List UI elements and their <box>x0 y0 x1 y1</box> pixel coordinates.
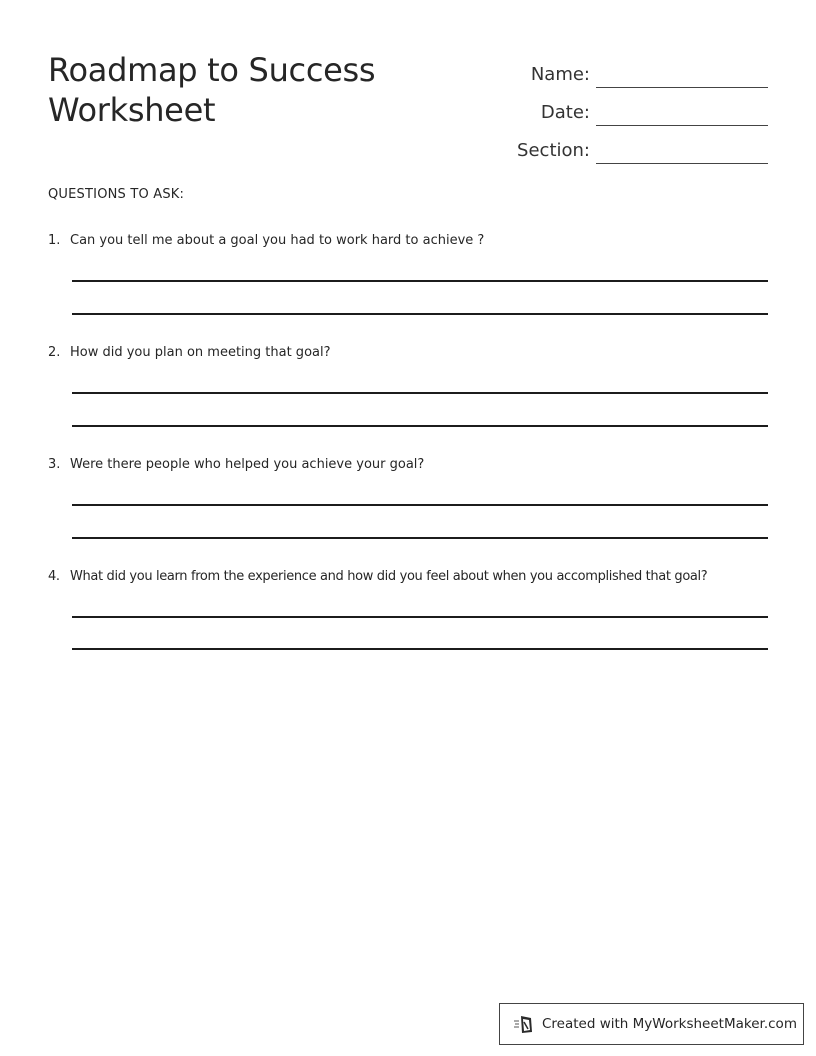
question-text: Can you tell me about a goal you had to work hard to achieve ? <box>70 233 485 248</box>
worksheet-maker-logo-icon <box>514 1013 534 1035</box>
answer-line[interactable] <box>72 425 768 427</box>
question-text: How did you plan on meeting that goal? <box>70 345 331 360</box>
section-input-line[interactable] <box>596 139 768 164</box>
answer-line[interactable] <box>72 280 768 282</box>
answer-line[interactable] <box>72 313 768 315</box>
question-4 <box>48 568 768 586</box>
question-1 <box>48 232 768 250</box>
footer-text: Created with MyWorksheetMaker.com <box>542 1016 797 1032</box>
date-field <box>517 88 768 126</box>
name-input-line[interactable] <box>596 63 768 88</box>
student-info-fields <box>517 50 768 164</box>
questions-heading: QUESTIONS TO ASK: <box>48 187 185 202</box>
answer-line[interactable] <box>72 648 768 650</box>
name-label: Name: <box>530 64 590 85</box>
question-number: 4. <box>48 569 60 584</box>
section-label: Section: <box>517 140 590 161</box>
worksheet-title <box>48 50 375 130</box>
answer-line[interactable] <box>72 616 768 618</box>
answer-line[interactable] <box>72 504 768 506</box>
question-number: 3. <box>48 457 61 472</box>
title-line-2: Worksheet <box>48 91 216 129</box>
answer-line[interactable] <box>72 392 768 394</box>
date-label: Date: <box>540 102 590 123</box>
title-line-1: Roadmap to Success <box>48 51 376 89</box>
question-3 <box>48 456 768 474</box>
question-text: Were there people who helped you achieve your goal? <box>70 457 425 472</box>
date-input-line[interactable] <box>596 101 768 126</box>
name-field <box>517 50 768 88</box>
answer-line[interactable] <box>72 537 768 539</box>
question-2 <box>48 344 768 362</box>
footer-credit <box>499 1003 804 1045</box>
question-text: What did you learn from the experience and how did you feel about when you accomplished that goal? <box>70 569 708 584</box>
question-number: 1. <box>48 233 61 248</box>
question-number: 2. <box>48 345 61 360</box>
section-field <box>517 126 768 164</box>
